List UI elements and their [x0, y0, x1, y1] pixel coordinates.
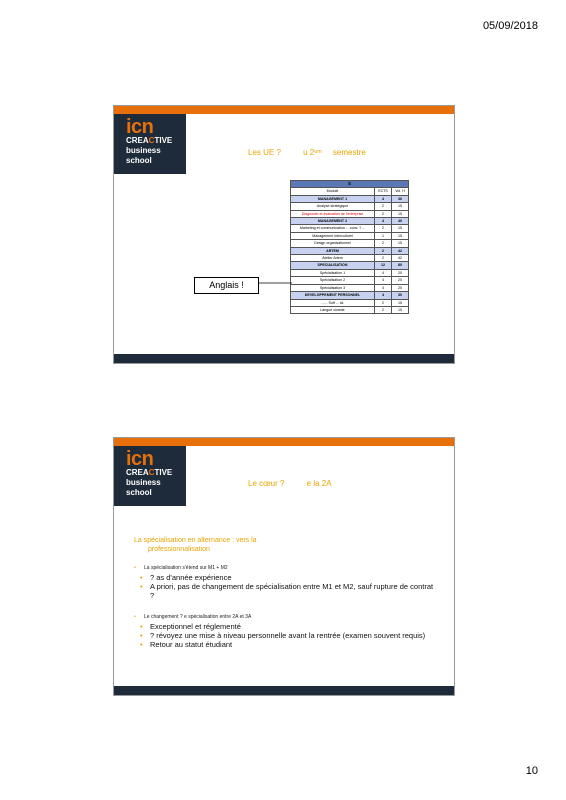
icn-logo: [114, 446, 186, 506]
table-cell-vol: 40: [392, 218, 409, 225]
sub-bullet: • Exceptionnel et réglementé: [140, 622, 241, 631]
table-row: [291, 284, 409, 291]
column-header: ECTS: [375, 188, 392, 195]
slide-1-title: Les UE ? u 2ᵉᵐ semestre: [248, 148, 366, 157]
anglais-callout: Anglais !: [194, 277, 259, 294]
callout-connector-line: [258, 282, 292, 284]
column-header: Vol. H: [392, 188, 409, 195]
logo-icn-text: icn: [126, 448, 154, 470]
table-cell-vol: 20: [392, 284, 409, 291]
page-date: 05/09/2018: [482, 20, 538, 32]
table-cell-vol: 15: [392, 240, 409, 247]
table-cell-label: Langue vivante: [291, 306, 375, 313]
table-cell-label: ...... Soft ... sk: [291, 299, 375, 306]
table-cell-label: ARTEM: [291, 247, 375, 254]
table-cell-ects: 4: [375, 292, 392, 299]
table-cell-vol: 42: [392, 247, 409, 254]
table-cell-ects: 4: [375, 277, 392, 284]
table-cell-ects: 2: [375, 247, 392, 254]
table-cell-ects: 2: [375, 240, 392, 247]
table-row: [291, 262, 409, 269]
table-cell-vol: 42: [392, 255, 409, 262]
table-cell-vol: 15: [392, 232, 409, 239]
table-row: [291, 232, 409, 239]
table-cell-ects: 4: [375, 269, 392, 276]
logo-creative: CREACTIVE: [126, 468, 173, 477]
table-row: [291, 277, 409, 284]
logo-business: business: [126, 146, 161, 155]
table-cell-label: Spécialisation 2: [291, 277, 375, 284]
table-row: [291, 292, 409, 299]
logo-school: school: [126, 488, 152, 497]
table-cell-ects: 2: [375, 210, 392, 217]
table-cell-ects: 4: [375, 284, 392, 291]
table-cell-ects: 2: [375, 299, 392, 306]
table-cell-vol: 36: [392, 195, 409, 202]
table-cell-label: SPECIALISATION: [291, 262, 375, 269]
sub-bullet: • ? as d'année expérience: [140, 573, 232, 582]
table-cell-label: Diagnostic et évaluation de l'entreprise: [291, 210, 375, 217]
table-cell-ects: 12: [375, 262, 392, 269]
table-row: [291, 306, 409, 313]
table-cell-vol: 30: [392, 292, 409, 299]
logo-icn-text: icn: [126, 116, 154, 138]
slide-top-bar: [114, 106, 454, 114]
logo-business: business: [126, 478, 161, 487]
table-row: [291, 247, 409, 254]
table-row: [291, 195, 409, 202]
table-cell-vol: 15: [392, 210, 409, 217]
sub-bullet: • A priori, pas de changement de spécialisation entre M1 et M2, sauf rupture de contrat ?: [140, 582, 434, 600]
table-cell-label: MANAGEMENT 2: [291, 218, 375, 225]
slide-bottom-bar: [114, 354, 454, 363]
slide-top-bar: [114, 438, 454, 446]
slide-2-title: Le cœur ? e la 2A: [248, 479, 332, 488]
slide-1: [113, 105, 455, 364]
table-cell-vol: 20: [392, 277, 409, 284]
table-cell-ects: 1: [375, 232, 392, 239]
sub-bullet: • Retour au statut étudiant: [140, 640, 233, 649]
table-cell-label: Marketing et communication ... conv. ? ...: [291, 225, 375, 232]
table-cell-ects: 2: [375, 255, 392, 262]
table-header: S: [291, 181, 409, 188]
table-cell-label: MANAGEMENT 1: [291, 195, 375, 202]
table-cell-ects: 2: [375, 203, 392, 210]
table-cell-label: Analyse stratégique: [291, 203, 375, 210]
icn-logo: [114, 114, 186, 174]
logo-school: school: [126, 156, 152, 165]
page-number: 10: [525, 765, 538, 777]
table-cell-label: Design organisationnel: [291, 240, 375, 247]
sub-bullet: • ? révoyez une mise à niveau personnelle avant la rentrée (examen souvent requis): [140, 631, 426, 640]
slide-2-heading: La spécialisation en alternance : vers la professionnalisation: [134, 537, 257, 553]
table-cell-vol: 15: [392, 203, 409, 210]
table-row: [291, 218, 409, 225]
table-cell-vol: 15: [392, 306, 409, 313]
bullet-2: • Le changement ? e spécialisation entre 2A et 3A: [134, 614, 252, 620]
table-cell-vol: 15: [392, 225, 409, 232]
table-cell-label: Atelier Artem: [291, 255, 375, 262]
table-row: [291, 299, 409, 306]
ue-table: [290, 180, 409, 314]
column-header: Module: [291, 188, 375, 195]
slide-2: [113, 437, 455, 696]
table-cell-ects: 2: [375, 306, 392, 313]
logo-creative: CREACTIVE: [126, 136, 173, 145]
table-cell-ects: 2: [375, 225, 392, 232]
table-row: [291, 203, 409, 210]
table-cell-label: Spécialisation 3: [291, 284, 375, 291]
table-cell-label: Spécialisation 1: [291, 269, 375, 276]
table-row: [291, 210, 409, 217]
table-cell-vol: 20: [392, 269, 409, 276]
table-cell-label: DEVELOPPEMENT PERSONNEL: [291, 292, 375, 299]
table-row: [291, 269, 409, 276]
table-cell-ects: 4: [375, 218, 392, 225]
table-row: [291, 225, 409, 232]
table-row: [291, 240, 409, 247]
slide-bottom-bar: [114, 686, 454, 695]
bullet-1: • La spécialisation s'étend sur M1 + M2: [134, 565, 228, 571]
table-cell-vol: 15: [392, 299, 409, 306]
table-cell-vol: 80: [392, 262, 409, 269]
table-cell-label: Management interculturel: [291, 232, 375, 239]
table-row: [291, 255, 409, 262]
table-cell-ects: 4: [375, 195, 392, 202]
